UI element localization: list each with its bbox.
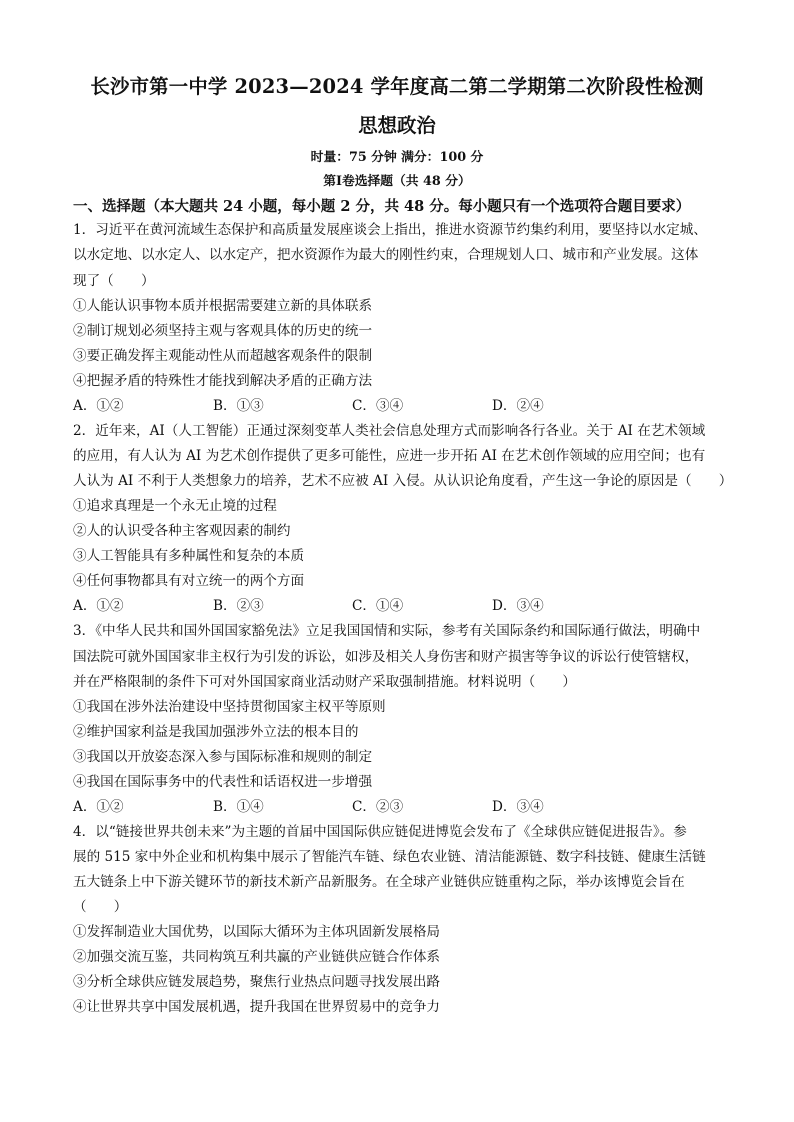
q3-stem-line: 3．《中华人民共和国外国国家豁免法》立足我国国情和实际，参考有关国际条约和国际通行做法，明确中	[73, 623, 701, 639]
q4-item: ③分析全球供应链发展趋势，聚焦行业热点问题寻找发展出路	[73, 974, 441, 990]
q2-stem-line: 2．近年来，AI（人工智能）正通过深刻变革人类社会信息处理方式而影响各行各业。关于 AI 在艺术领域	[73, 423, 706, 439]
q2-stem-line: 人认为 AI 不利于人类想象力的培养，艺术不应被 AI 入侵。从认识论角度看，产生这一争论的原因是（ ）	[73, 473, 733, 489]
q2-item: ③人工智能具有多种属性和复杂的本质	[73, 548, 305, 564]
q1-options	[73, 397, 633, 415]
q1-item: ④把握矛盾的特殊性才能找到解决矛盾的正确方法	[73, 373, 373, 389]
q3-options	[73, 798, 633, 816]
subject-title: 思想政治	[358, 114, 436, 137]
q1-option-d[interactable]: D．②④	[492, 398, 544, 414]
exam-title: 长沙市第一中学 2023—2024 学年度高二第二学期第二次阶段性检测	[90, 75, 704, 98]
q2-option-d[interactable]: D．③④	[492, 598, 544, 614]
q3-option-d[interactable]: D．③④	[492, 799, 544, 815]
q3-option-b[interactable]: B．①④	[213, 799, 264, 815]
q3-option-c[interactable]: C．②③	[352, 799, 404, 815]
q2-item: ④任何事物都具有对立统一的两个方面	[73, 573, 305, 589]
q1-stem-line: 以水定地、以水定人、以水定产，把水资源作为最大的刚性约束，合理规划人口、城市和产业发展。这体	[73, 247, 699, 263]
q4-stem-line: 五大链条上中下游关键环节的新技术新产品新服务。在全球产业链供应链重构之际，举办该博览会旨在	[73, 874, 685, 890]
q2-options	[73, 597, 633, 615]
q3-item: ①我国在涉外法治建设中坚持贯彻国家主权平等原则	[73, 699, 386, 715]
q3-item: ③我国以开放姿态深入参与国际标准和规则的制定	[73, 749, 373, 765]
q4-stem-line: 4．以“链接世界共创未来”为主题的首届中国国际供应链促进博览会发布了《全球供应链促进报告》。参	[73, 824, 687, 840]
part-heading: 第Ⅰ卷选择题（共 48 分）	[323, 174, 471, 189]
q3-option-a[interactable]: A．①②	[73, 799, 124, 815]
q4-item: ②加强交流互鉴，共同构筑互利共赢的产业链供应链合作体系	[73, 949, 441, 965]
q4-item: ①发挥制造业大国优势，以国际大循环为主体巩固新发展格局	[73, 924, 441, 940]
q1-stem-line: 1．习近平在黄河流域生态保护和高质量发展座谈会上指出，推进水资源节约集约利用，要坚持以水定城、	[73, 222, 707, 238]
q4-item: ④让世界共享中国发展机遇，提升我国在世界贸易中的竞争力	[73, 999, 441, 1015]
section-heading: 一、选择题（本大题共 24 小题，每小题 2 分，共 48 分。每小题只有一个选项符合题目要求）	[73, 198, 691, 215]
q1-item: ②制订规划必须坚持主观与客观具体的历史的统一	[73, 323, 373, 339]
q2-option-c[interactable]: C．①④	[352, 598, 404, 614]
q3-stem-line: 国法院可就外国国家非主权行为引发的诉讼，如涉及相关人身伤害和财产损害等争议的诉讼行使管辖权，	[73, 649, 699, 665]
q1-option-a[interactable]: A．①②	[73, 398, 124, 414]
q2-item: ①追求真理是一个永无止境的过程	[73, 498, 277, 514]
q4-stem-line: 展的 515 家中外企业和机构集中展示了智能汽车链、绿色农业链、清洁能源链、数字科技链、健康生活链	[73, 849, 706, 865]
q3-item: ④我国在国际事务中的代表性和话语权进一步增强	[73, 774, 373, 790]
q1-item: ①人能认识事物本质并根据需要建立新的具体联系	[73, 298, 373, 314]
time-score-line: 时量：75 分钟 满分：100 分	[310, 150, 484, 165]
q2-option-b[interactable]: B．②③	[213, 598, 264, 614]
q1-stem-line: 现了（ ）	[73, 273, 155, 289]
q1-item: ③要正确发挥主观能动性从而超越客观条件的限制	[73, 348, 373, 364]
q1-option-b[interactable]: B．①③	[213, 398, 264, 414]
q2-item: ②人的认识受各种主客观因素的制约	[73, 523, 291, 539]
q4-stem-line: （ ）	[73, 899, 128, 915]
q2-stem-line: 的应用，有人认为 AI 为艺术创作提供了更多可能性，应进一步开拓 AI 在艺术创作领域的应用空间；也有	[73, 448, 706, 464]
q1-option-c[interactable]: C．③④	[352, 398, 404, 414]
q2-option-a[interactable]: A．①②	[73, 598, 124, 614]
q3-item: ②维护国家利益是我国加强涉外立法的根本目的	[73, 724, 359, 740]
q3-stem-line: 并在严格限制的条件下可对外国国家商业活动财产采取强制措施。材料说明（ ）	[73, 674, 576, 690]
